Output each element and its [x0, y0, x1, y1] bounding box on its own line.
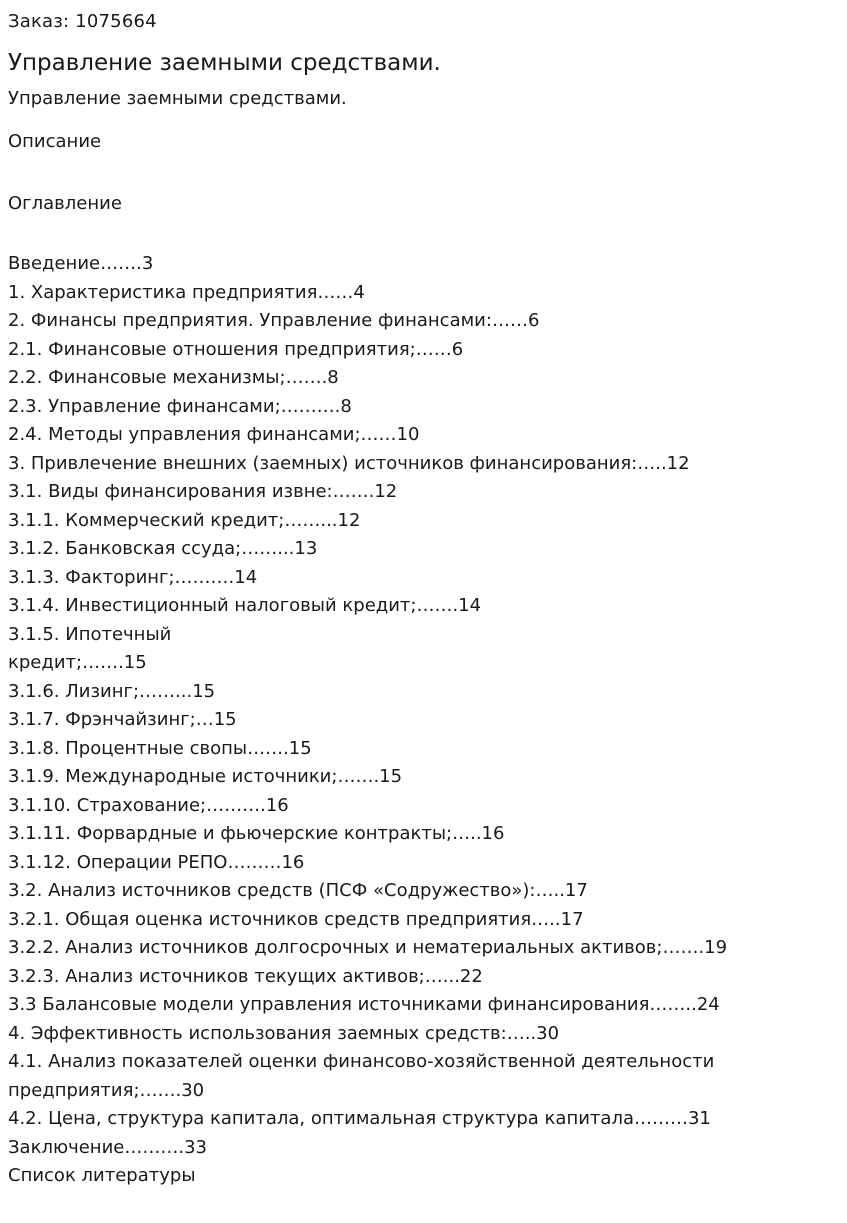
toc-item: Список литературы — [8, 1165, 196, 1186]
toc-item: 3.1.5. Ипотечный кредит;…….15 — [8, 623, 172, 673]
toc-item: 3.1.6. Лизинг;……...15 — [8, 680, 216, 702]
toc-item: 1. Характеристика предприятия……4 — [8, 281, 365, 303]
toc-item: 3.1.10. Страхование;……….16 — [8, 794, 289, 816]
toc-item: 4. Эффективность использования заемных средств:…..30 — [8, 1022, 560, 1044]
toc-item: 3.1.11. Форвардные и фьючерские контракты;…..16 — [8, 823, 505, 844]
toc-item: Введение…….3 — [8, 253, 154, 274]
toc-item: 3.1.9. Международные источники;…….15 — [8, 766, 403, 787]
toc-item: 3.2.2. Анализ источников долгосрочных и нематериальных активов;…….19 — [8, 937, 728, 958]
toc-item: 4.1. Анализ показателей оценки финансово-хозяйственной деятельности предприятия;…….30 — [8, 1051, 715, 1101]
toc-item: 3.1. Виды финансирования извне:…….12 — [8, 481, 398, 502]
order-number: Заказ: 1075664 — [8, 11, 157, 32]
toc-item: 2.3. Управление финансами;……….8 — [8, 395, 352, 417]
toc-item: 2.1. Финансовые отношения предприятия;……6 — [8, 338, 464, 360]
toc-item: 3.1.3. Факторинг;……….14 — [8, 566, 258, 588]
toc-heading: Оглавление — [8, 193, 122, 214]
toc-item: 3.3 Балансовые модели управления источниками финансирования……..24 — [8, 994, 720, 1015]
description-heading: Описание — [8, 131, 102, 152]
toc-item: 3.1.4. Инвестиционный налоговый кредит;…….14 — [8, 595, 482, 616]
toc-item: 2.2. Финансовые механизмы;…….8 — [8, 367, 339, 388]
toc-item: 3.2. Анализ источников средств (ПСФ «Содружество»):…..17 — [8, 880, 588, 901]
toc-item: 3.1.12. Операции РЕПО………16 — [8, 851, 305, 873]
toc-item: 3. Привлечение внешних (заемных) источников финансирования:…..12 — [8, 452, 690, 474]
toc-item: 3.1.8. Процентные свопы…….15 — [8, 737, 312, 759]
toc-item: 3.2.1. Общая оценка источников средств предприятия…..17 — [8, 908, 584, 930]
toc-item: 3.1.2. Банковская ссуда;……...13 — [8, 538, 318, 559]
toc-item: 3.1.1. Коммерческий кредит;……...12 — [8, 509, 361, 531]
page-title: Управление заемными средствами. — [8, 50, 441, 76]
toc-item: Заключение……….33 — [8, 1136, 207, 1158]
toc-item: 2. Финансы предприятия. Управление финансами:……6 — [8, 310, 540, 331]
toc-item: 4.2. Цена, структура капитала, оптимальная структура капитала………31 — [8, 1108, 711, 1129]
toc-item: 3.1.7. Фрэнчайзинг;…15 — [8, 709, 237, 730]
page-subtitle: Управление заемными средствами. — [8, 88, 347, 109]
toc-item: 3.2.3. Анализ источников текущих активов;…...22 — [8, 965, 483, 987]
table-of-contents — [8, 250, 838, 1191]
toc-item: 2.4. Методы управления финансами;……10 — [8, 424, 420, 445]
